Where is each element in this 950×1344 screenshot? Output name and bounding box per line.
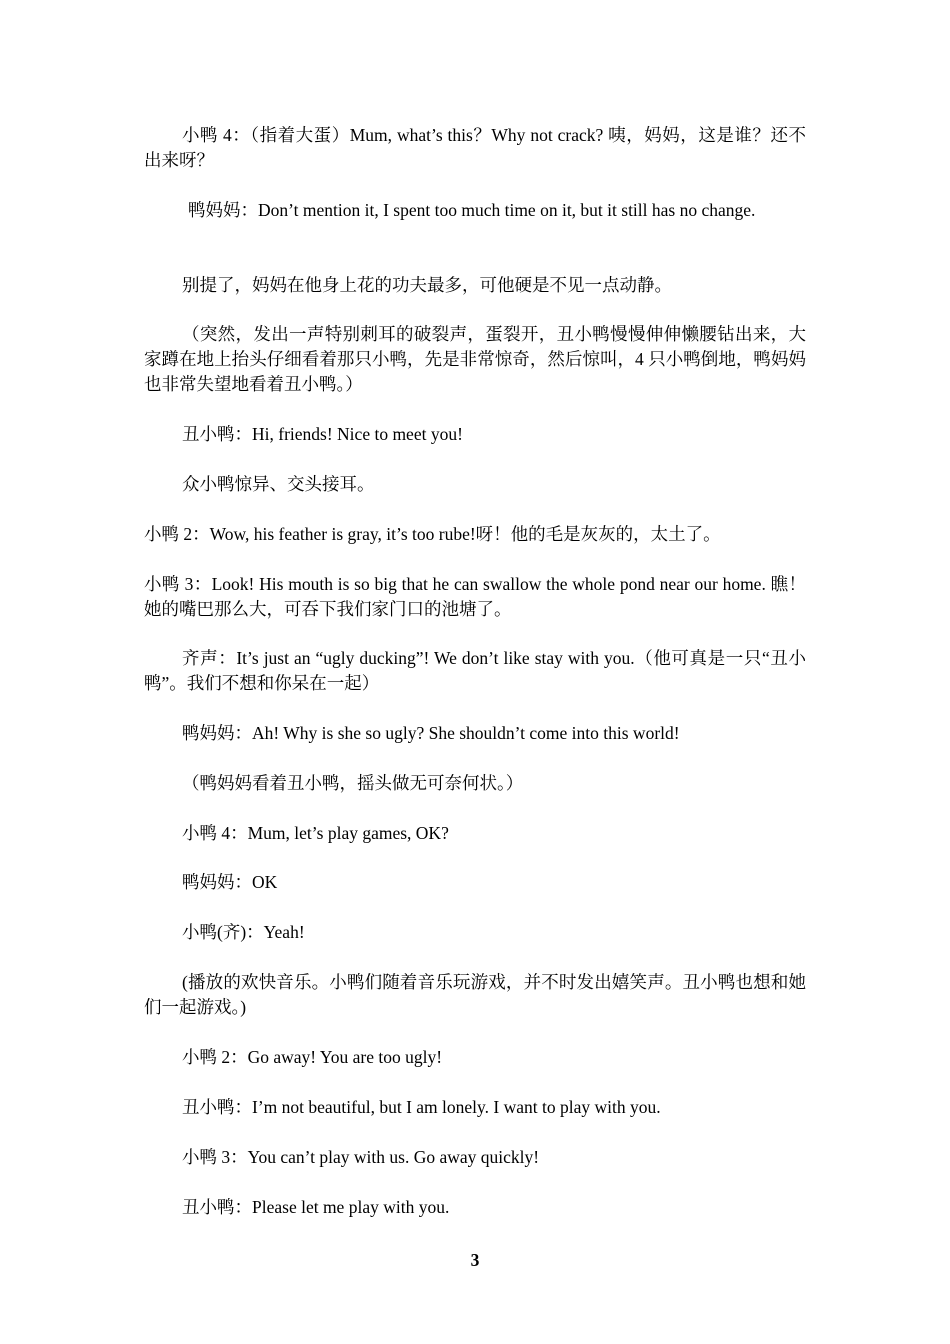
paragraph-stage-direction-shake-head: （鸭妈妈看着丑小鸭，摇头做无可奈何状。） — [182, 773, 524, 793]
paragraph-duckling3-cant-play: 小鸭 3：You can’t play with us. Go away quickly! — [182, 1147, 540, 1167]
paragraph-duckling2-go-away: 小鸭 2：Go away! You are too ugly! — [182, 1047, 443, 1067]
paragraph-stage-direction-hatching: （突然，发出一声特别刺耳的破裂声，蛋裂开，丑小鸭慢慢伸伸懒腰钻出来，大家蹲在地上抬头仔细看着那只小鸭，先是非常惊奇，然后惊叫，4 只小鸭倒地，鸭妈妈也非常失望地看着丑小鸭。） — [144, 324, 806, 394]
paragraph-mother-ok: 鸭妈妈：OK — [182, 872, 278, 892]
paragraph-duckling4-question: 小鸭 4：（指着大蛋）Mum, what’s this？Why not crack? 咦，妈妈，这是谁？还不出来呀？ — [144, 125, 806, 170]
paragraph-duckling2-feather: 小鸭 2：Wow, his feather is gray, it’s too rube!呀！他的毛是灰灰的，太土了。 — [144, 524, 721, 544]
paragraph-duckling4-games: 小鸭 4：Mum, let’s play games, OK? — [182, 823, 449, 843]
paragraph-mother-reply: 鸭妈妈：Don’t mention it, I spent too much time on it, but it still has no change. — [188, 200, 756, 220]
paragraph-mother-reply-chinese: 别提了，妈妈在他身上花的功夫最多，可他硬是不见一点动静。 — [182, 275, 672, 295]
paragraph-duckling3-mouth: 小鸭 3：Look! His mouth is so big that he can swallow the whole pond near our home. 瞧！她的嘴巴那么大，可吞下我们家门口的池塘了。 — [144, 574, 806, 619]
paragraph-ugly-duckling-lonely: 丑小鸭：I’m not beautiful, but I am lonely. I want to play with you. — [182, 1097, 661, 1117]
page-number: 3 — [470, 1250, 480, 1270]
paragraph-chorus: 齐声：It’s just an “ugly ducking”! We don’t like stay with you.（他可真是一只“丑小鸭”。我们不想和你呆在一起） — [144, 648, 806, 693]
paragraph-ugly-duckling-greeting: 丑小鸭：Hi, friends! Nice to meet you! — [182, 424, 463, 444]
paragraph-ducklings-whisper: 众小鸭惊异、交头接耳。 — [182, 474, 375, 494]
paragraph-stage-direction-music: (播放的欢快音乐。小鸭们随着音乐玩游戏，并不时发出嬉笑声。丑小鸭也想和她们一起游戏。) — [144, 972, 806, 1017]
paragraph-mother-ugly: 鸭妈妈：Ah! Why is she so ugly? She shouldn’t come into this world! — [182, 723, 680, 743]
paragraph-ugly-duckling-please: 丑小鸭：Please let me play with you. — [182, 1197, 450, 1217]
paragraph-ducklings-yeah: 小鸭(齐)：Yeah! — [182, 922, 305, 942]
